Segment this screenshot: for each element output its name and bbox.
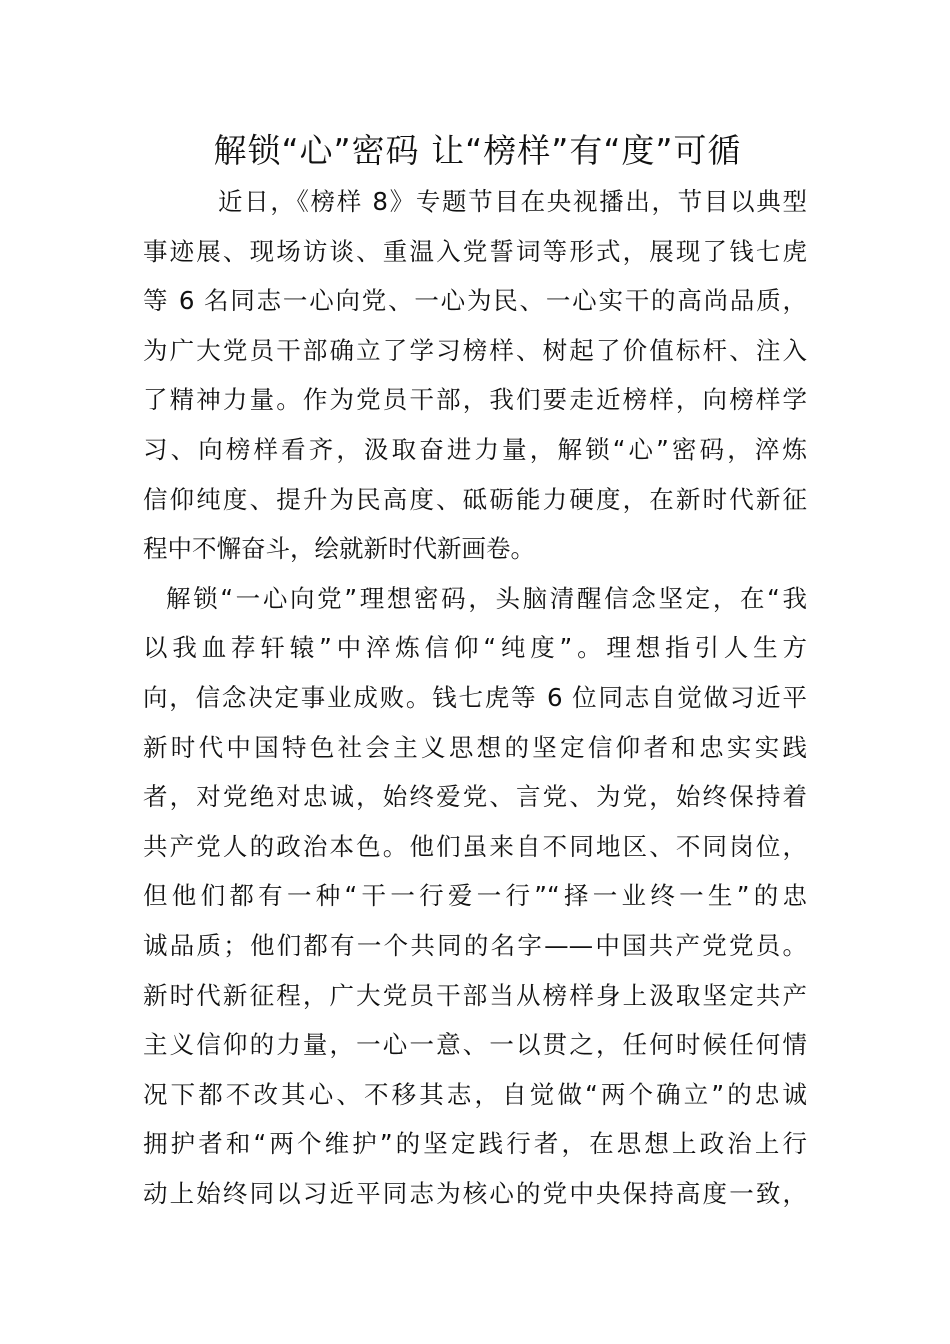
paragraph-2-line-11: 况下都不改其心、不移其志，自觉做“两个确立”的忠诚 (143, 1079, 807, 1109)
paragraph-1-line-3: 等 6 名同志一心向党、一心为民、一心实干的高尚品质， (143, 286, 807, 316)
paragraph-1-line-5: 了精神力量。作为党员干部，我们要走近榜样，向榜样学 (143, 385, 807, 415)
document-body (143, 177, 807, 1218)
paragraph-2-line-10: 主义信仰的力量，一心一意、一以贯之，任何时候任何情 (143, 1030, 807, 1060)
paragraph-2-line-4: 新时代中国特色社会主义思想的坚定信仰者和忠实实践 (143, 732, 807, 762)
paragraph-1-line-1: 近日，《榜样 8》专题节目在央视播出，节目以典型 (218, 187, 807, 216)
paragraph-2-line-9: 新时代新征程，广大党员干部当从榜样身上汲取坚定共产 (143, 980, 807, 1010)
paragraph-2-line-8: 诚品质；他们都有一个共同的名字——中国共产党党员。 (143, 930, 807, 960)
paragraph-1-line-6: 习、向榜样看齐，汲取奋进力量，解锁“心”密码，淬炼 (143, 434, 807, 464)
paragraph-1-line-4: 为广大党员干部确立了学习榜样、树起了价值标杆、注入 (143, 335, 807, 365)
paragraph-2-line-3: 向，信念决定事业成败。钱七虎等 6 位同志自觉做习近平 (143, 682, 807, 712)
paragraph-2-line-6: 共产党人的政治本色。他们虽来自不同地区、不同岗位， (143, 831, 807, 861)
document-title: 解锁“心”密码 让“榜样”有“度”可循 (213, 131, 742, 170)
paragraph-1-line-8: 程中不懈奋斗，绘就新时代新画卷。 (143, 534, 535, 564)
paragraph-1-line-2: 事迹展、现场访谈、重温入党誓词等形式，展现了钱七虎 (143, 236, 807, 266)
paragraph-2-line-2: 以我血荐轩辕”中淬炼信仰“纯度”。理想指引人生方 (143, 633, 807, 663)
paragraph-2-line-7: 但他们都有一种“干一行爱一行”“择一业终一生”的忠 (143, 881, 807, 911)
paragraph-1-line-7: 信仰纯度、提升为民高度、砥砺能力硬度，在新时代新征 (143, 484, 807, 514)
paragraph-2-line-12: 拥护者和“两个维护”的坚定践行者，在思想上政治上行 (143, 1129, 807, 1159)
paragraph-2-line-1: 解锁“一心向党”理想密码，头脑清醒信念坚定，在“我 (166, 583, 807, 613)
paragraph-2-line-5: 者，对党绝对忠诚，始终爱党、言党、为党，始终保持着 (143, 782, 807, 812)
paragraph-2-line-13: 动上始终同以习近平同志为核心的党中央保持高度一致， (143, 1178, 807, 1208)
